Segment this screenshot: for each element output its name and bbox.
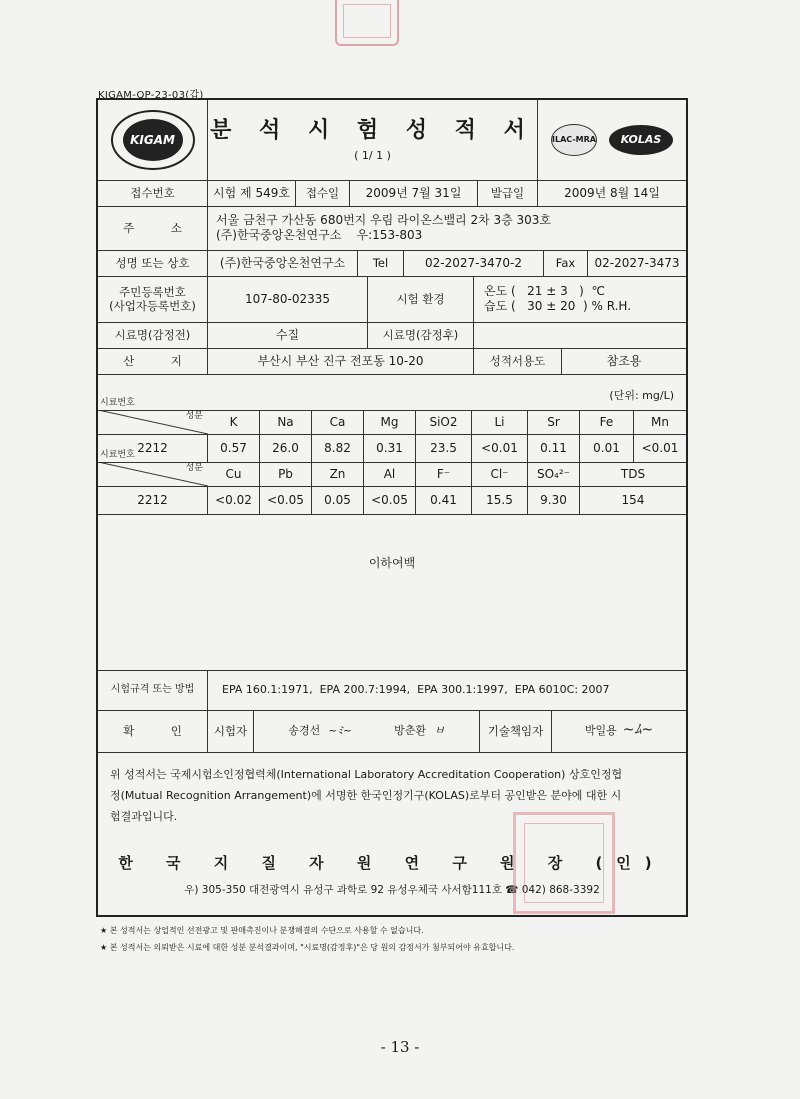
official-seal-stamp — [513, 812, 615, 914]
tester1-signature: ~ﾐ~ — [328, 724, 353, 738]
receipt-label: 접수번호 — [98, 180, 208, 206]
value-cell: 0.57 — [208, 434, 260, 462]
sample-row — [98, 322, 686, 349]
method-value: EPA 160.1:1971, EPA 200.7:1994, EPA 300.1:1997, EPA 6010C: 2007 — [222, 683, 610, 697]
name-label: 성명 또는 상호 — [98, 250, 208, 276]
header-cell: Mn — [651, 414, 669, 429]
header-cell: Li — [472, 410, 528, 434]
header-row — [98, 100, 686, 181]
footnote-1: ★ 본 성적서는 상업적인 선전광고 및 판매촉진이나 분쟁해결의 수단으로 사용할 수 없습니다. — [100, 926, 424, 935]
company-name: (주)한국중앙온천연구소 — [208, 250, 358, 276]
registration-row — [98, 276, 686, 323]
header-cell: TDS — [620, 466, 646, 481]
temperature-value: 온도 ( 21 ± 3 ) ℃ — [484, 284, 605, 298]
sample-number: 2212 — [98, 434, 208, 462]
purpose-value: 참조용 — [606, 353, 642, 368]
tech-manager-signature: ~ﾑ~ — [622, 722, 654, 739]
fax-value: 02-2027-3473 — [594, 255, 680, 270]
ilac-mra-logo: ILAC-MRA — [551, 124, 597, 156]
statement-line3: 험결과입니다. — [110, 810, 178, 823]
header-cell: Cu — [208, 462, 260, 486]
header-cell: Zn — [312, 462, 364, 486]
header-cell: Pb — [260, 462, 312, 486]
sample-no-label: 시료번호 — [100, 397, 135, 408]
page-count: ( 1/ 1 ) — [354, 148, 391, 162]
value-cell: 154 — [621, 492, 645, 507]
page-number: - 13 - — [380, 1038, 420, 1056]
value-cell: <0.01 — [641, 440, 679, 455]
header-cell: SiO2 — [416, 410, 472, 434]
tel-value: 02-2027-3470-2 — [404, 250, 544, 276]
address-line2: (주)한국중앙온천연구소 우:153-803 — [216, 228, 423, 242]
value-cell: 0.11 — [528, 434, 580, 462]
tester2-name: 방춘환 — [394, 724, 427, 738]
table2-header-row — [98, 449, 686, 487]
fax-label: Fax — [544, 250, 588, 276]
origin-value: 부산시 부산 진구 전포동 10-20 — [208, 348, 474, 374]
document-title: 분 석 시 험 성 적 서 — [210, 118, 535, 144]
sample-number: 2212 — [98, 486, 208, 514]
humidity-value: 습도 ( 30 ± 20 ) % R.H. — [484, 299, 632, 313]
method-label: 시험규격 또는 방법 — [98, 670, 208, 710]
value-cell: 0.05 — [312, 486, 364, 514]
sample-no-label: 시료번호 — [100, 449, 135, 460]
value-cell: 26.0 — [260, 434, 312, 462]
value-cell: 9.30 — [528, 486, 580, 514]
unit-label: (단위: mg/L) — [609, 389, 674, 403]
value-cell: <0.05 — [364, 486, 416, 514]
kigam-logo — [111, 110, 195, 170]
value-cell: 0.01 — [580, 434, 634, 462]
received-date: 2009년 7월 31일 — [350, 180, 478, 206]
tech-manager-name: 박일용 — [584, 724, 617, 738]
origin-row — [98, 348, 686, 375]
tel-label: Tel — [358, 250, 404, 276]
sample-after-value — [474, 322, 686, 348]
received-label: 접수일 — [296, 180, 350, 206]
tester2-signature: ㅂ — [434, 724, 445, 738]
unit-row — [98, 374, 686, 411]
footnotes — [100, 922, 514, 956]
header-cell: Al — [364, 462, 416, 486]
blank-area — [98, 514, 686, 671]
statement-line1: 위 성적서는 국제시험소인정협력체(International Laboratory Accreditation Cooperation) 상호인정협 — [110, 768, 623, 781]
issued-date: 2009년 8월 14일 — [564, 185, 660, 200]
address-label: 주 소 — [98, 206, 208, 250]
header-cell: Na — [260, 410, 312, 434]
value-cell: <0.01 — [472, 434, 528, 462]
value-cell: <0.02 — [208, 486, 260, 514]
component-label: 성분 — [185, 411, 203, 421]
environment-label: 시험 환경 — [368, 276, 474, 322]
confirm-label: 확 인 — [98, 710, 208, 752]
header-cell: F⁻ — [416, 462, 472, 486]
header-cell: Ca — [312, 410, 364, 434]
header-cell: Mg — [364, 410, 416, 434]
component-label: 성분 — [185, 463, 203, 473]
top-seal-stamp — [335, 0, 399, 46]
registration-label: 주민등록번호 — [119, 284, 186, 299]
value-cell: 23.5 — [416, 434, 472, 462]
value-cell: <0.05 — [260, 486, 312, 514]
address-row — [98, 206, 686, 251]
sample-value: 수질 — [208, 322, 368, 348]
tester-label: 시험자 — [208, 710, 254, 752]
organization-address: 우) 305-350 대전광역시 유성구 과학로 92 유성우체국 사서함111호 ☎ 042) 868-3392 — [184, 884, 600, 896]
header-cell: Sr — [528, 410, 580, 434]
tester1-name: 송경선 — [288, 724, 321, 738]
statement-line2: 정(Mutual Recognition Arrangement)에 서명한 한국인정기구(KOLAS)로부터 공인받은 분야에 대한 시 — [110, 789, 622, 802]
receipt-row — [98, 180, 686, 207]
value-cell: 0.31 — [364, 434, 416, 462]
sample-after-label: 시료명(감정후) — [368, 322, 474, 348]
form-code: KIGAM-QP-23-03(갑) — [98, 90, 204, 101]
purpose-label: 성적서용도 — [474, 348, 562, 374]
issued-label: 발급일 — [478, 180, 538, 206]
blank-note: 이하여백 — [368, 556, 416, 570]
tech-manager-label: 기술책임자 — [480, 710, 552, 752]
method-row — [98, 670, 686, 711]
table1-header-row — [98, 397, 686, 435]
certificate-document — [96, 98, 688, 917]
footnote-2: ★ 본 성적서는 의뢰받은 시료에 대한 성분 분석결과이며, "시료명(감정후)"은 당 원의 감정서가 첨부되어야 유효합니다. — [100, 943, 515, 952]
header-cell: Fe — [580, 410, 634, 434]
value-cell: 15.5 — [472, 486, 528, 514]
value-cell: 0.41 — [416, 486, 472, 514]
header-cell: Cl⁻ — [472, 462, 528, 486]
business-registration-label: (사업자등록번호) — [109, 299, 196, 313]
kigam-logo-text: KIGAM — [123, 119, 183, 161]
name-row — [98, 250, 686, 277]
table1-data-row — [98, 434, 686, 463]
kolas-logo: KOLAS — [609, 125, 673, 155]
table2-data-row — [98, 486, 686, 515]
registration-number: 107-80-02335 — [208, 276, 368, 322]
header-cell: K — [208, 410, 260, 434]
value-cell: 8.82 — [312, 434, 364, 462]
confirm-row — [98, 710, 686, 753]
header-cell: SO₄²⁻ — [528, 462, 580, 486]
address-line1: 서울 금천구 가산동 680번지 우림 라이온스밸리 2차 3층 303호 — [216, 213, 552, 227]
organization-name: 한 국 지 질 자 원 연 구 원 장 (인) — [118, 854, 666, 872]
sample-label: 시료명(감정전) — [98, 322, 208, 348]
origin-label: 산 지 — [98, 348, 208, 374]
receipt-number: 시험 제 549호 — [208, 180, 296, 206]
